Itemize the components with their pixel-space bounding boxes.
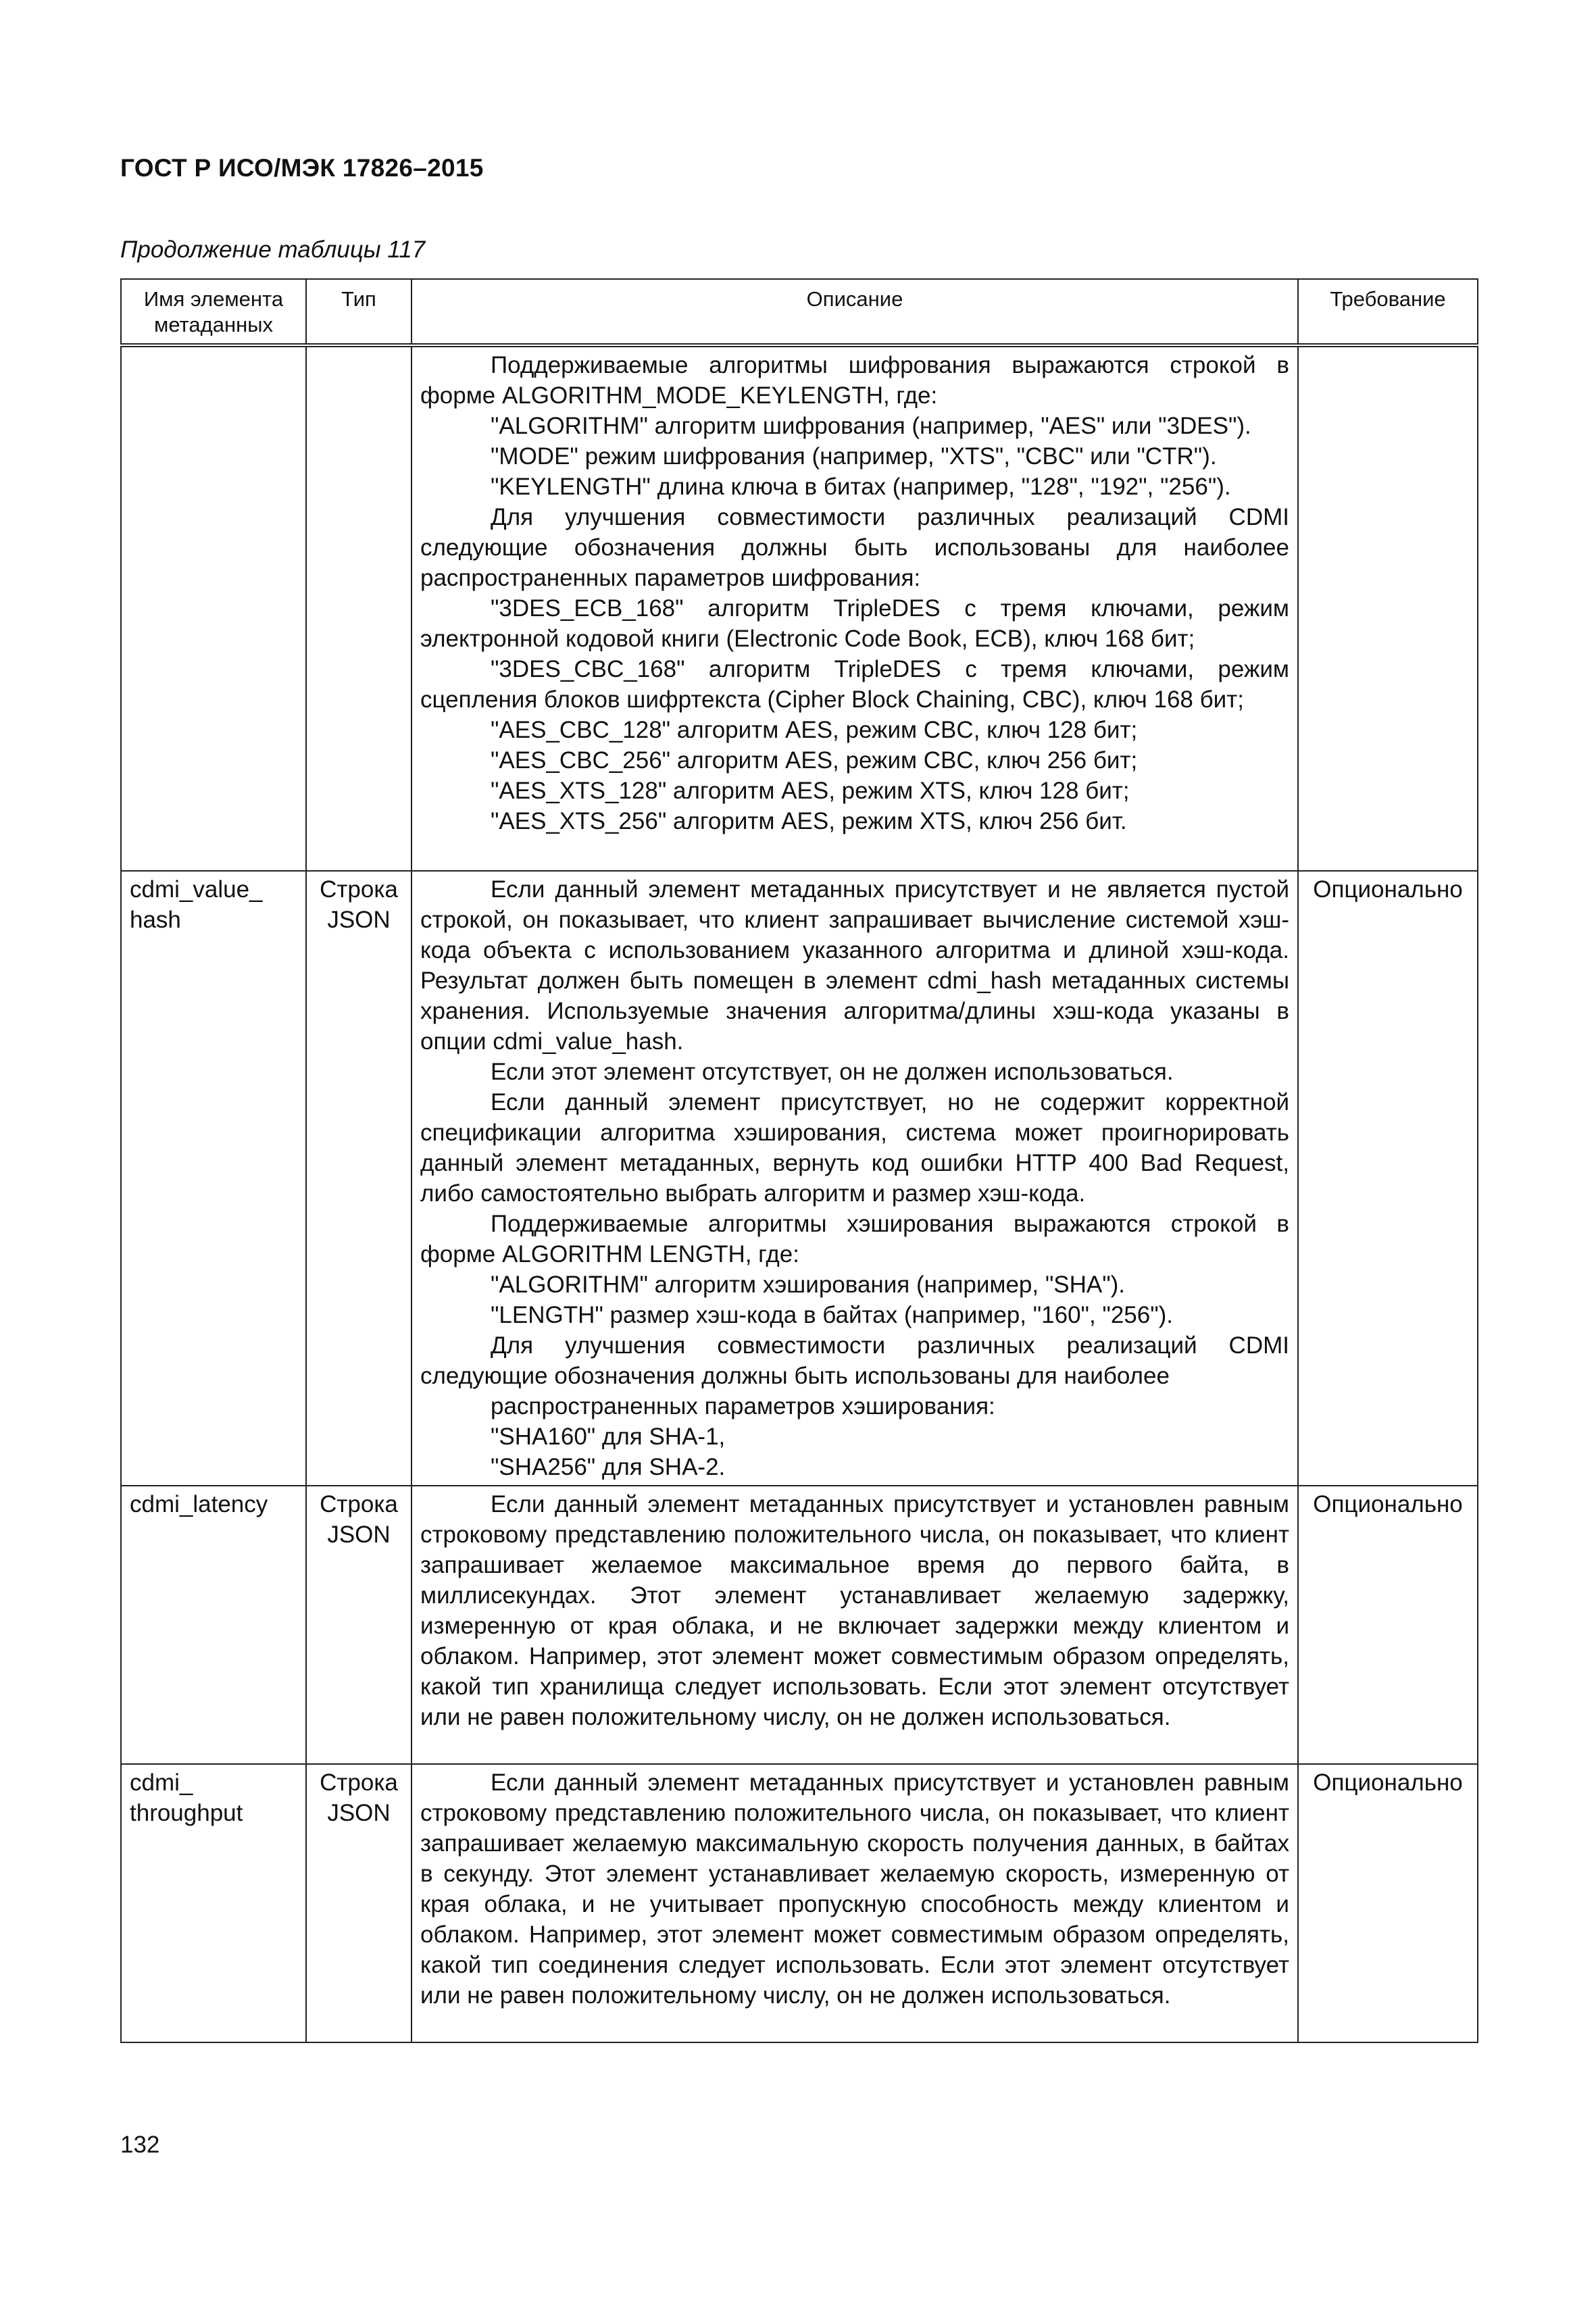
document-header: ГОСТ Р ИСО/МЭК 17826–2015 xyxy=(120,154,484,182)
cell-description xyxy=(412,1486,1298,1764)
description-paragraph: Если этот элемент отсутствует, он не должен использоваться. xyxy=(491,1059,1174,1085)
description-paragraph: распространенных параметров хэширования: xyxy=(491,1393,995,1419)
description-paragraph: Для улучшения совместимости различных реализаций CDMI следующие обозначения должны быть использованы для наиболее xyxy=(420,1332,1289,1389)
page-number: 132 xyxy=(120,2132,160,2158)
column-header-name: Имя элемента метаданных xyxy=(121,279,306,345)
description-paragraph: "3DES_ECB_168" алгоритм TripleDES с тремя ключами, режим электронной кодовой книги (Electronic Code Book, ECB), ключ 168 бит; xyxy=(420,595,1289,652)
column-header-type: Тип xyxy=(306,279,412,345)
description-paragraph: "ALGORITHM" алгоритм шифрования (например, "AES" или "3DES"). xyxy=(491,413,1251,439)
table-caption: Продолжение таблицы 117 xyxy=(120,236,426,263)
cell-type xyxy=(306,345,412,871)
description-paragraph: Поддерживаемые алгоритмы хэширования выражаются строкой в форме ALGORITHM LENGTH, где: xyxy=(420,1211,1289,1267)
description-paragraph: "ALGORITHM" алгоритм хэширования (например, "SHA"). xyxy=(491,1272,1126,1298)
cell-type: Строка JSON xyxy=(306,1764,412,2042)
cell-name: cdmi_ throughput xyxy=(121,1764,306,2042)
description-paragraph: Если данный элемент метаданных присутствует и не является пустой строкой, он показывает, что клиент запрашивает вычисление системой хэш-кода объекта с использованием указанного алгоритма и длиной хэш-кода. Результат должен быть помещен в элемент cdmi_hash метаданных системы хранения. Используемые значения алгоритма/длины хэш-кода указаны в опции cdmi_value_hash. xyxy=(420,876,1289,1055)
description-paragraph: Для улучшения совместимости различных реализаций CDMI следующие обозначения должны быть использованы для наиболее распространенных параметров шифрования: xyxy=(420,504,1289,591)
cell-requirement: Опционально xyxy=(1298,1764,1478,2042)
cell-name: cdmi_latency xyxy=(121,1486,306,1764)
cell-description xyxy=(412,871,1298,1486)
description-paragraph: "KEYLENGTH" длина ключа в битах (например, "128", "192", "256"). xyxy=(491,474,1231,500)
column-header-description: Описание xyxy=(412,279,1298,345)
description-paragraph: "AES_CBC_128" алгоритм AES, режим CBC, ключ 128 бит; xyxy=(491,717,1138,743)
description-paragraph: "SHA160" для SHA-1, xyxy=(491,1424,726,1450)
cell-name xyxy=(121,345,306,871)
table-row xyxy=(121,871,1478,1486)
table-row xyxy=(121,1764,1478,2042)
table-row xyxy=(121,1486,1478,1764)
description-paragraph: Если данный элемент метаданных присутствует и установлен равным строковому представлению положительного числа, он показывает, что клиент запрашивает желаемую максимальную скорость получения данных, в байтах в секунду. Этот элемент устанавливает желаемую скорость, измеренную от края облака, и не учитывает пропускную способность между клиентом и облаком. Например, этот элемент может совместимым образом определять, какой тип соединения следует использовать. Если этот элемент отсутствует или не равен положительному числу, он не должен использоваться. xyxy=(420,1769,1289,2009)
cell-description xyxy=(412,1764,1298,2042)
description-paragraph: Поддерживаемые алгоритмы шифрования выражаются строкой в форме ALGORITHM_MODE_KEYLENGTH, где: xyxy=(420,352,1289,409)
description-paragraph: "AES_XTS_128" алгоритм AES, режим XTS, ключ 128 бит; xyxy=(491,778,1130,804)
cell-type: Строка JSON xyxy=(306,871,412,1486)
cell-requirement: Опционально xyxy=(1298,871,1478,1486)
description-paragraph: Если данный элемент метаданных присутствует и установлен равным строковому представлению положительного числа, он показывает, что клиент запрашивает желаемое максимальное время до первого байта, в миллисекундах. Этот элемент устанавливает желаемую задержку, измеренную от края облака, и не включает задержки между клиентом и облаком. Например, этот элемент может совместимым образом определять, какой тип хранилища следует использовать. Если этот элемент отсутствует или не равен положительному числу, он не должен использоваться. xyxy=(420,1491,1289,1730)
column-header-requirement: Требование xyxy=(1298,279,1478,345)
description-paragraph: Если данный элемент присутствует, но не содержит корректной спецификации алгоритма хэширования, система может проигнорировать данный элемент метаданных, вернуть код ошибки HTTP 400 Bad Request, либо самостоятельно выбрать алгоритм и размер хэш-кода. xyxy=(420,1089,1289,1207)
description-paragraph: "MODE" режим шифрования (например, "XTS", "CBC" или "CTR"). xyxy=(491,443,1217,470)
description-paragraph: "LENGTH" размер хэш-кода в байтах (например, "160", "256"). xyxy=(491,1302,1174,1328)
description-paragraph: "AES_CBC_256" алгоритм AES, режим CBC, ключ 256 бит; xyxy=(491,747,1138,774)
metadata-table xyxy=(120,278,1478,2043)
cell-type: Строка JSON xyxy=(306,1486,412,1764)
description-paragraph: "SHA256" для SHA-2. xyxy=(491,1454,726,1480)
description-paragraph: "AES_XTS_256" алгоритм AES, режим XTS, ключ 256 бит. xyxy=(491,808,1127,834)
table-row xyxy=(121,345,1478,871)
cell-requirement xyxy=(1298,345,1478,871)
table-header-row xyxy=(121,279,1478,345)
cell-name: cdmi_value_ hash xyxy=(121,871,306,1486)
description-paragraph: "3DES_CBC_168" алгоритм TripleDES с тремя ключами, режим сцепления блоков шифртекста (Cipher Block Chaining, CBC), ключ 168 бит; xyxy=(420,656,1289,713)
cell-requirement: Опционально xyxy=(1298,1486,1478,1764)
cell-description xyxy=(412,345,1298,871)
